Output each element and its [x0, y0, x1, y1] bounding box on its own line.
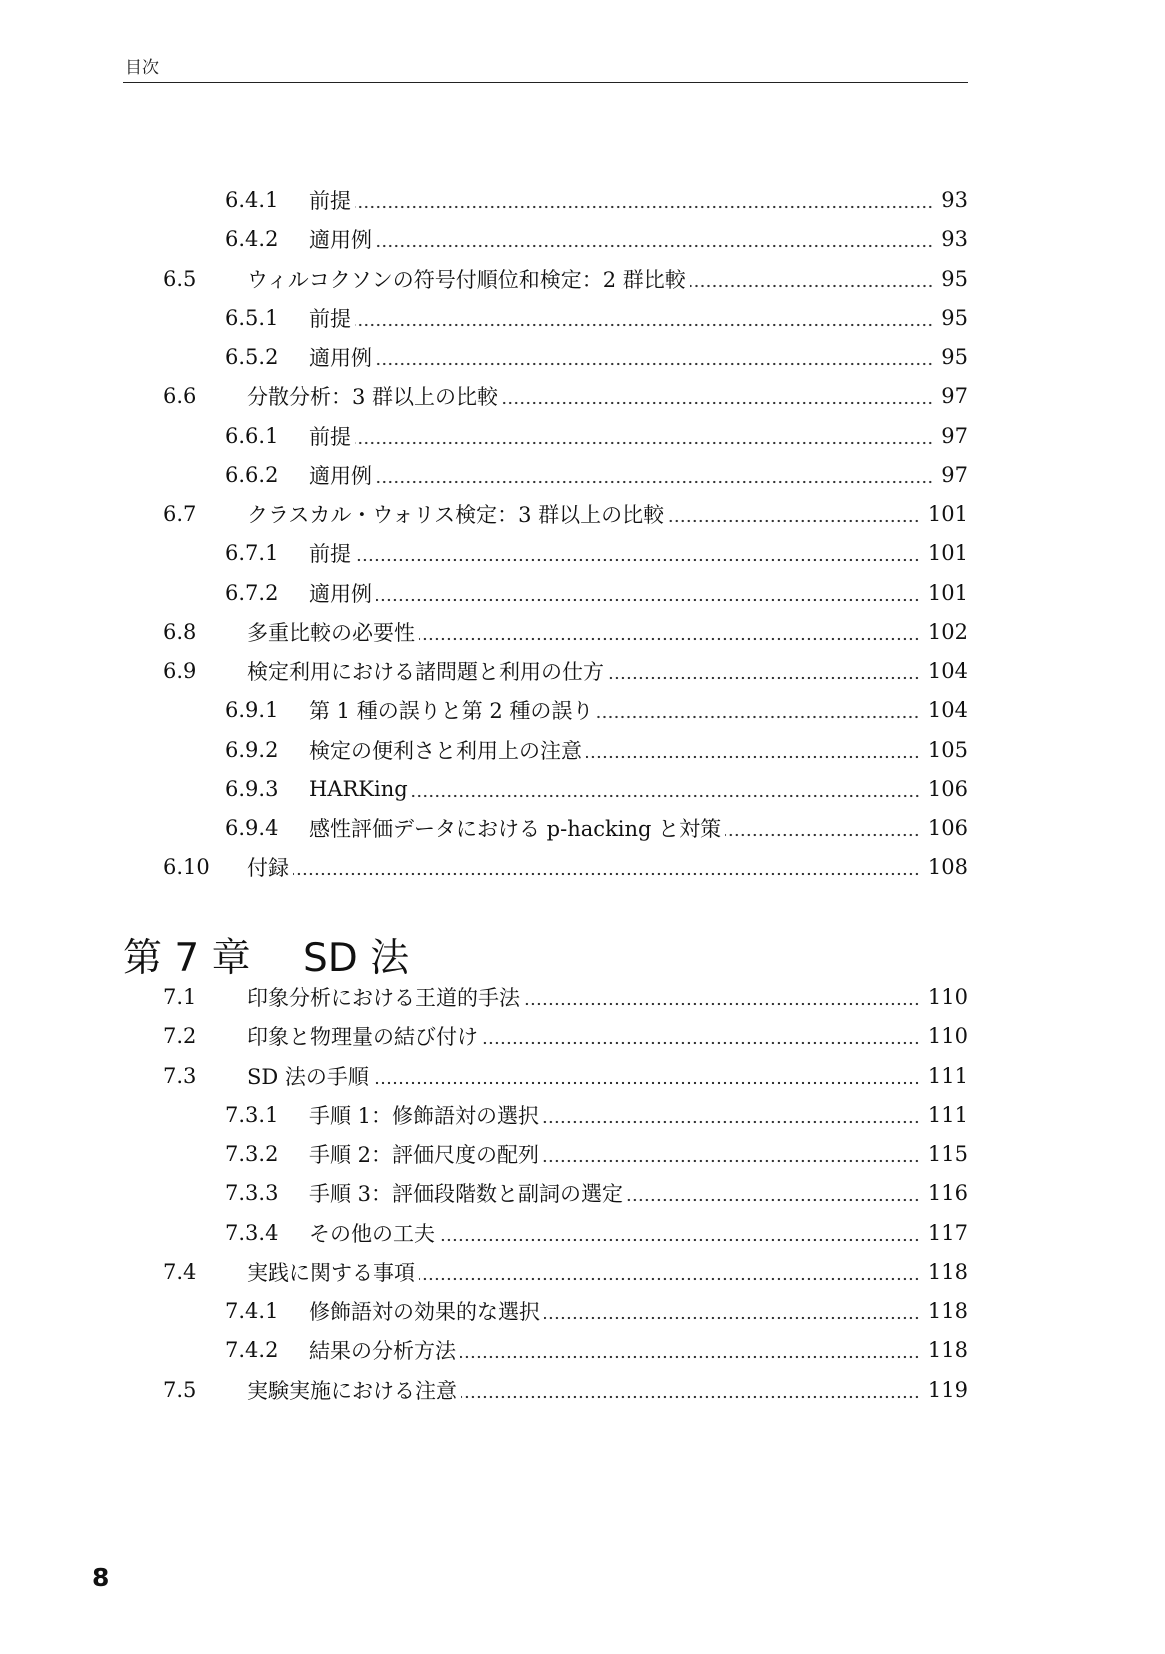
toc-entry-number: 6.6	[163, 384, 197, 409]
toc-entry-number: 6.4.1	[225, 188, 279, 212]
dot-leader	[482, 1041, 920, 1045]
toc-entry-title: 適用例	[309, 581, 372, 606]
toc-entry-page: 110	[927, 1024, 968, 1049]
dot-leader	[412, 794, 920, 798]
toc-entry-title: SD 法の手順	[247, 1064, 369, 1089]
toc-entry-number: 6.6.2	[225, 462, 279, 487]
dot-leader	[355, 323, 933, 327]
dot-leader	[544, 1316, 920, 1320]
dot-leader	[461, 1395, 920, 1399]
toc-entry-number: 6.8	[163, 619, 197, 644]
toc-entry-title: 検定利用における諸問題と利用の仕方	[247, 660, 604, 684]
toc-entry	[0, 1177, 968, 1209]
toc-entry-page: 102	[927, 619, 968, 644]
toc-entry-number: 6.7.2	[225, 580, 279, 605]
toc-entry-number: 6.9.4	[225, 816, 279, 840]
toc-entry-title: 第 1 種の誤りと第 2 種の誤り	[309, 699, 594, 724]
dot-leader	[502, 401, 933, 405]
toc-entry-page: 106	[927, 776, 968, 801]
running-header	[123, 52, 968, 83]
dot-leader	[690, 284, 933, 288]
dot-leader	[586, 755, 920, 759]
toc-entry-page: 95	[941, 305, 968, 330]
toc-entry-title: 前提	[309, 306, 351, 331]
toc-entry	[0, 380, 968, 412]
toc-entry-page: 111	[927, 1063, 968, 1088]
toc-entry-title: 検定の便利さと利用上の注意	[309, 738, 582, 763]
toc-entry	[0, 981, 968, 1013]
dot-leader	[725, 833, 920, 837]
toc-entry	[0, 734, 968, 766]
toc-entry-number: 6.9	[163, 659, 197, 683]
toc-entry-title: ウィルコクソンの符号付順位和検定：2 群比較	[247, 267, 686, 292]
dot-leader	[627, 1198, 920, 1202]
toc-entry-number: 7.3	[163, 1063, 197, 1088]
dot-leader	[293, 872, 920, 876]
toc-entry	[0, 184, 968, 216]
toc-entry-page: 95	[941, 266, 968, 291]
toc-entry-number: 7.1	[163, 985, 197, 1009]
toc-entry-number: 7.4	[163, 1259, 197, 1284]
dot-leader	[376, 362, 933, 366]
toc-entry	[0, 1374, 968, 1406]
toc-entry	[0, 223, 968, 255]
toc-entry	[0, 773, 968, 805]
toc-entry-title: 分散分析：3 群以上の比較	[247, 385, 499, 410]
toc-entry	[0, 1020, 968, 1052]
toc-entry-title: 前提	[309, 189, 351, 213]
toc-entry-number: 6.9.1	[225, 698, 279, 723]
toc-entry-page: 116	[927, 1181, 968, 1206]
toc-entry-number: 6.9.2	[225, 737, 279, 762]
toc-entry-page: 118	[927, 1259, 968, 1284]
toc-entry	[0, 616, 968, 648]
toc-entry-title: その他の工夫	[309, 1221, 435, 1246]
toc-entry-title: 感性評価データにおける p-hacking と対策	[309, 817, 722, 841]
dot-leader	[608, 676, 920, 680]
dot-leader	[419, 637, 920, 641]
toc-entry	[0, 1138, 968, 1170]
toc-entry	[0, 420, 968, 452]
dot-leader	[668, 519, 920, 523]
toc-entry-page: 101	[927, 541, 968, 566]
toc-entry-page: 118	[927, 1338, 968, 1363]
toc-entry	[0, 341, 968, 373]
toc-entry	[0, 1060, 968, 1092]
toc-entry-title: 印象分析における王道的手法	[247, 986, 520, 1010]
toc-entry-number: 6.5.1	[225, 305, 279, 330]
toc-entry	[0, 1217, 968, 1249]
toc-entry-title: 手順 1：修飾語対の選択	[309, 1103, 540, 1128]
toc-entry-page: 93	[941, 188, 968, 212]
toc-entry	[0, 655, 968, 687]
dot-leader	[376, 598, 920, 602]
toc-entry	[0, 1295, 968, 1327]
toc-entry-page: 97	[941, 423, 968, 448]
toc-entry-page: 111	[927, 1102, 968, 1127]
toc-entry-page: 110	[927, 985, 968, 1009]
toc-entry-page: 115	[927, 1142, 968, 1166]
toc-entry-number: 7.3.1	[225, 1102, 279, 1127]
toc-entry-number: 6.7	[163, 502, 197, 526]
toc-entry-title: 適用例	[309, 228, 372, 253]
toc-entry	[0, 1099, 968, 1131]
toc-entry-title: 修飾語対の効果的な選択	[309, 1300, 540, 1324]
dot-leader	[543, 1120, 920, 1124]
toc-entry-title: 実験実施における注意	[247, 1378, 457, 1403]
dot-leader	[524, 1002, 920, 1006]
toc-entry-page: 119	[927, 1377, 968, 1402]
toc-entry-title: 印象と物理量の結び付け	[247, 1025, 478, 1050]
toc-entry-page: 106	[927, 816, 968, 840]
toc-entry	[0, 694, 968, 726]
toc-entry-page: 105	[927, 737, 968, 762]
toc-entry-page: 104	[927, 659, 968, 683]
toc-entry	[0, 577, 968, 609]
toc-entry-title: 結果の分析方法	[309, 1339, 456, 1364]
dot-leader	[355, 558, 920, 562]
dot-leader	[439, 1238, 920, 1242]
toc-entry-title: 付録	[247, 856, 289, 881]
toc-entry-title: 適用例	[309, 463, 372, 488]
chapter-title: SD 法	[303, 936, 410, 981]
toc-entry-number: 6.7.1	[225, 541, 279, 566]
toc-entry-page: 101	[927, 502, 968, 526]
toc-entry-page: 97	[941, 462, 968, 487]
toc-entry	[0, 1256, 968, 1288]
dot-leader	[543, 1159, 920, 1163]
toc-entry-number: 7.5	[163, 1377, 197, 1402]
page-number: 8	[92, 1563, 110, 1592]
toc-entry-title: 手順 2：評価尺度の配列	[309, 1143, 540, 1167]
chapter-label: 第 7 章	[123, 936, 251, 981]
toc-entry-number: 6.5	[163, 266, 197, 291]
dot-leader	[355, 205, 933, 209]
toc-entry	[0, 263, 968, 295]
toc-entry	[0, 1334, 968, 1366]
toc-entry-title: 前提	[309, 424, 351, 449]
dot-leader	[460, 1355, 920, 1359]
dot-leader	[373, 1081, 920, 1085]
running-title: 目次	[125, 58, 159, 78]
toc-entry-number: 7.4.2	[225, 1338, 279, 1363]
toc-entry-title: 実践に関する事項	[247, 1260, 415, 1285]
toc-entry-page: 93	[941, 227, 968, 252]
toc-entry-number: 7.3.3	[225, 1181, 279, 1206]
toc-entry-title: 前提	[309, 542, 351, 567]
toc-entry-number: 6.4.2	[225, 227, 279, 252]
toc-entry-page: 117	[927, 1220, 968, 1245]
toc-entry	[0, 302, 968, 334]
toc-entry	[0, 812, 968, 844]
toc-entry-number: 7.4.1	[225, 1299, 279, 1323]
dot-leader	[355, 441, 933, 445]
toc-entry	[0, 459, 968, 491]
chapter-heading	[123, 928, 409, 982]
toc-entry-page: 108	[927, 855, 968, 880]
toc-entry-page: 101	[927, 580, 968, 605]
toc-entry-title: HARKing	[309, 776, 408, 801]
toc-entry-page: 118	[927, 1299, 968, 1323]
toc-entry-number: 6.6.1	[225, 423, 279, 448]
toc-entry-page: 95	[941, 345, 968, 369]
toc-entry-number: 7.3.2	[225, 1142, 279, 1166]
dot-leader	[419, 1277, 920, 1281]
toc-entry-page: 104	[927, 698, 968, 723]
toc-entry-title: クラスカル・ウォリス検定：3 群以上の比較	[247, 503, 665, 527]
toc-entry-number: 7.3.4	[225, 1220, 279, 1245]
toc-entry-page: 97	[941, 384, 968, 409]
toc-entry-number: 6.5.2	[225, 345, 279, 369]
toc-entry-title: 手順 3：評価段階数と副詞の選定	[309, 1182, 624, 1207]
toc-entry-number: 6.10	[163, 855, 210, 880]
toc-entry	[0, 851, 968, 883]
toc-entry	[0, 537, 968, 569]
toc-entry-title: 多重比較の必要性	[247, 620, 415, 645]
dot-leader	[597, 715, 919, 719]
dot-leader	[376, 244, 933, 248]
toc-entry	[0, 498, 968, 530]
toc-entry-title: 適用例	[309, 346, 372, 370]
toc-entry-number: 7.2	[163, 1024, 197, 1049]
dot-leader	[376, 480, 933, 484]
toc-entry-number: 6.9.3	[225, 776, 279, 801]
